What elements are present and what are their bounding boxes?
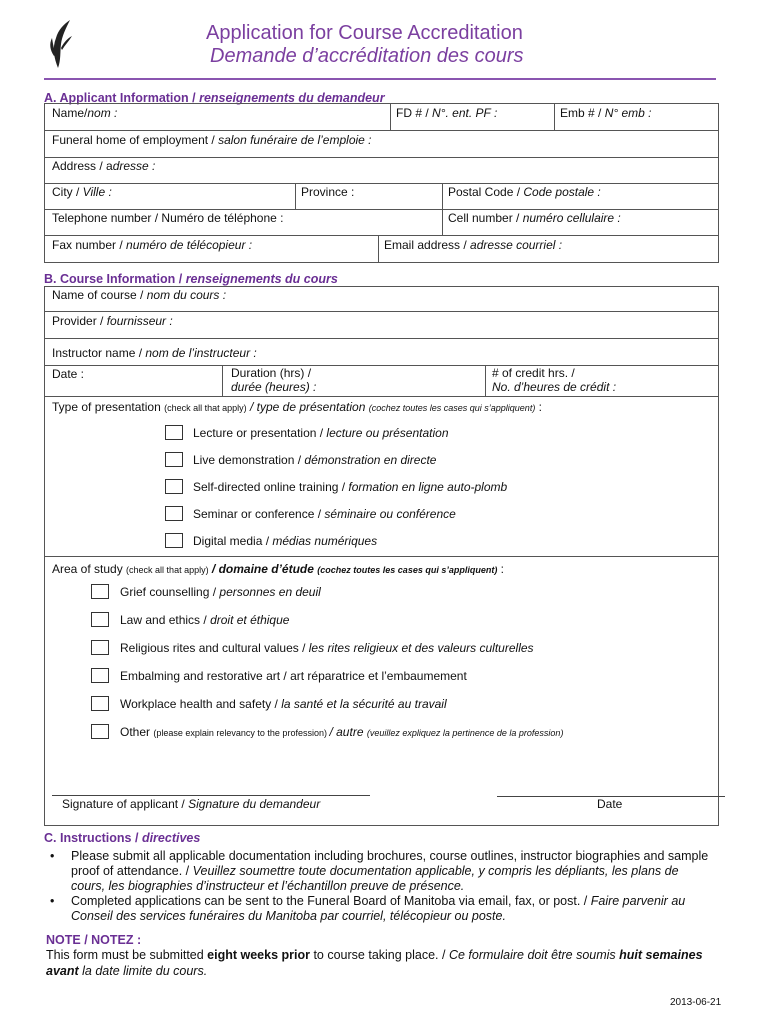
duration-field[interactable]: Duration (hrs) / durée (heures) : [231, 366, 317, 394]
row-divider [44, 235, 719, 236]
section-b-heading: B. Course Information / renseignements du cours [44, 272, 338, 286]
emb-number-field[interactable]: Emb # / N° emb : [560, 106, 652, 120]
signature-label: Signature of applicant / Signature du demandeur [62, 797, 321, 811]
section-a-heading: A. Applicant Information / renseignements du demandeur [44, 91, 385, 105]
provider-field[interactable]: Provider / fournisseur : [52, 314, 173, 328]
address-field[interactable]: Address / adresse : [52, 159, 156, 173]
option-law-ethics: Law and ethics / droit et éthique [120, 613, 290, 627]
row-divider [44, 157, 719, 158]
section-c-heading: C. Instructions / directives [44, 831, 201, 845]
checkbox-lecture[interactable] [165, 425, 183, 440]
option-lecture: Lecture or presentation / lecture ou présentation [193, 426, 449, 440]
funeral-home-field[interactable]: Funeral home of employment / salon funéraire de l’emploie : [52, 133, 372, 147]
option-workplace-safety: Workplace health and safety / la santé et la sécurité au travail [120, 697, 447, 711]
checkbox-seminar[interactable] [165, 506, 183, 521]
fd-number-field[interactable]: FD # / N°. ent. PF : [396, 106, 498, 120]
date-signature-label: Date [597, 797, 623, 811]
telephone-field[interactable]: Telephone number / Numéro de téléphone : [52, 211, 284, 225]
feather-logo-icon [44, 18, 74, 70]
presentation-type-label: Type of presentation (check all that apply) / type de présentation (cochez toutes les cases qui s’appliquent) : [52, 400, 542, 414]
province-field[interactable]: Province : [301, 185, 355, 199]
option-online-training: Self-directed online training / formation en ligne auto-plomb [193, 480, 508, 494]
date-field[interactable]: Date : [52, 367, 85, 381]
option-other: Other (please explain relevancy to the profession) / autre (veuillez expliquez la pertinence de la profession) [120, 725, 564, 739]
col-divider [222, 365, 223, 396]
note-text: This form must be submitted eight weeks prior to course taking place. / Ce formulaire doit être soumis huit semaines avant la date limite du cours. [46, 948, 703, 978]
area-of-study-label: Area of study (check all that apply) / domaine d’étude (cochez toutes les cases qui s’appliquent) : [52, 562, 504, 576]
checkbox-grief[interactable] [91, 584, 109, 599]
fax-field[interactable]: Fax number / numéro de télécopieur : [52, 238, 253, 252]
col-divider [378, 235, 379, 263]
checkbox-religious[interactable] [91, 640, 109, 655]
instructor-field[interactable]: Instructor name / nom de l’instructeur : [52, 346, 257, 360]
checkbox-law-ethics[interactable] [91, 612, 109, 627]
row-divider [44, 338, 719, 339]
city-field[interactable]: City / Ville : [52, 185, 112, 199]
postal-code-field[interactable]: Postal Code / Code postale : [448, 185, 601, 199]
col-divider [442, 183, 443, 235]
option-digital-media: Digital media / médias numériques [193, 534, 378, 548]
email-field[interactable]: Email address / adresse courriel : [384, 238, 563, 252]
form-title-fr: Demande d’accréditation des cours [210, 45, 524, 67]
option-grief: Grief counselling / personnes en deuil [120, 585, 321, 599]
row-divider [44, 311, 719, 312]
row-divider [44, 209, 719, 210]
option-embalming: Embalming and restorative art / art réparatrice et l’embaumement [120, 669, 467, 683]
cell-number-field[interactable]: Cell number / numéro cellulaire : [448, 211, 621, 225]
row-divider [44, 556, 719, 557]
row-divider [44, 365, 719, 366]
checkbox-live-demo[interactable] [165, 452, 183, 467]
row-divider [44, 130, 719, 131]
footer-date: 2013-06-21 [670, 997, 722, 1008]
instruction-1: Please submit all applicable documentation including brochures, course outlines, instructor biographies and sample proof of attendance. / Veuillez soumettre toute documentation applicable, y compris les dépliants, les plans de cours, les biographies d’instructeur et l’échantillon preuve de présence. [71, 849, 709, 893]
checkbox-online-training[interactable] [165, 479, 183, 494]
checkbox-embalming[interactable] [91, 668, 109, 683]
row-divider [44, 396, 719, 397]
option-live-demo: Live demonstration / démonstration en directe [193, 453, 437, 467]
instruction-2: Completed applications can be sent to the Funeral Board of Manitoba via email, fax, or post. / Faire parvenir au Conseil des services funéraires du Manitoba par courriel, télécopieur ou poste. [71, 894, 686, 923]
credit-hours-field[interactable]: # of credit hrs. / No. d’heures de crédit : [492, 366, 617, 394]
checkbox-workplace-safety[interactable] [91, 696, 109, 711]
option-religious: Religious rites and cultural values / les rites religieux et des valeurs culturelles [120, 641, 534, 655]
course-name-field[interactable]: Name of course / nom du cours : [52, 288, 227, 302]
option-seminar: Seminar or conference / séminaire ou conférence [193, 507, 456, 521]
note-heading: NOTE / NOTEZ : [46, 933, 142, 947]
col-divider [295, 183, 296, 209]
checkbox-digital-media[interactable] [165, 533, 183, 548]
bullet-icon: • [50, 894, 55, 908]
checkbox-other[interactable] [91, 724, 109, 739]
row-divider [44, 183, 719, 184]
name-field[interactable]: Name/nom : [52, 106, 118, 120]
col-divider [485, 365, 486, 396]
title-rule [44, 78, 716, 80]
col-divider [554, 103, 555, 130]
col-divider [390, 103, 391, 130]
bullet-icon: • [50, 849, 55, 863]
form-title-en: Application for Course Accreditation [206, 22, 523, 44]
signature-line[interactable] [52, 795, 370, 796]
